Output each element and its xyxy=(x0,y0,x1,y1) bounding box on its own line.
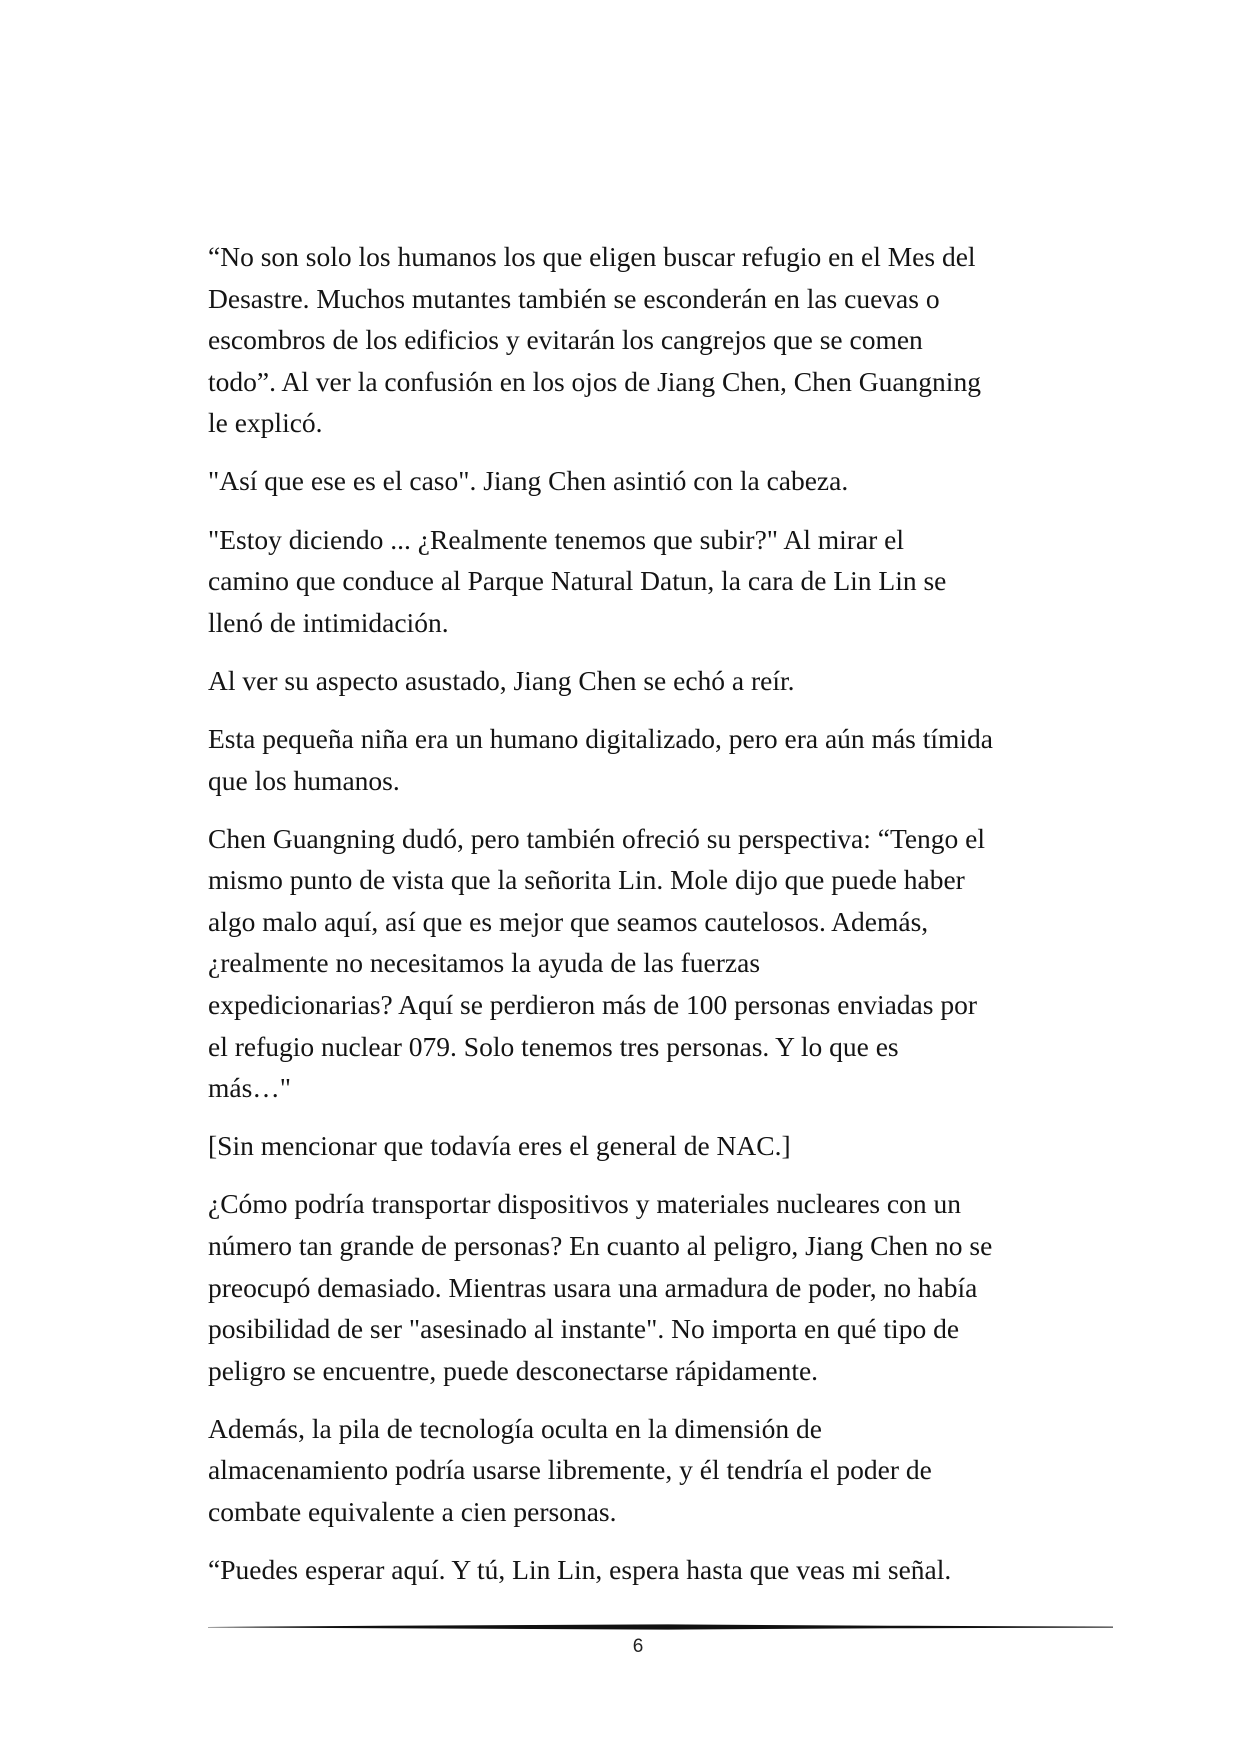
text-line: ¿Cómo podría transportar dispositivos y materiales nucleares con un xyxy=(208,1188,962,1220)
text-line: que los humanos. xyxy=(208,764,400,796)
text-line: el refugio nuclear 079. Solo tenemos tres personas. Y lo que es xyxy=(208,1030,899,1062)
paragraph xyxy=(208,818,1208,1109)
text-line: todo”. Al ver la confusión en los ojos de Jiang Chen, Chen Guangning xyxy=(208,365,981,397)
text-line: le explicó. xyxy=(208,407,323,439)
text-line: combate equivalente a cien personas. xyxy=(208,1496,617,1528)
text-line: “Puedes esperar aquí. Y tú, Lin Lin, espera hasta que veas mi señal. xyxy=(208,1554,952,1586)
paragraph xyxy=(208,236,1208,444)
text-line: algo malo aquí, así que es mejor que seamos cautelosos. Además, xyxy=(208,905,929,937)
text-line: preocupó demasiado. Mientras usara una armadura de poder, no había xyxy=(208,1271,978,1303)
text-line: almacenamiento podría usarse libremente, y él tendría el poder de xyxy=(208,1454,932,1486)
text-line: posibilidad de ser "asesinado al instante". No importa en qué tipo de xyxy=(208,1313,960,1345)
text-line: expedicionarias? Aquí se perdieron más de 100 personas enviadas por xyxy=(208,989,977,1020)
text-line: Desastre. Muchos mutantes también se esconderán en las cuevas o xyxy=(208,282,940,314)
footer-divider xyxy=(208,1621,1113,1633)
text-line: Al ver su aspecto asustado, Jiang Chen se echó a reír. xyxy=(208,664,795,696)
paragraph xyxy=(208,460,1208,502)
text-line: más…" xyxy=(208,1072,292,1104)
text-line: "Así que ese es el caso". Jiang Chen asintió con la cabeza. xyxy=(208,465,849,497)
text-line: Esta pequeña niña era un humano digitalizado, pero era aún más tímida xyxy=(208,722,993,754)
body-text xyxy=(208,236,1208,1607)
text-line: camino que conduce al Parque Natural Datun, la cara de Lin Lin se xyxy=(208,565,947,597)
paragraph xyxy=(208,718,1208,801)
paragraph xyxy=(208,660,1208,702)
text-line: número tan grande de personas? En cuanto al peligro, Jiang Chen no se xyxy=(208,1229,993,1261)
text-line: llenó de intimidación. xyxy=(208,606,449,638)
paragraph xyxy=(208,519,1208,644)
paragraph xyxy=(208,1183,1208,1391)
text-line: “No son solo los humanos los que eligen buscar refugio en el Mes del xyxy=(208,241,976,272)
text-line: "Estoy diciendo ... ¿Realmente tenemos que subir?" Al mirar el xyxy=(208,523,905,555)
text-line: mismo punto de vista que la señorita Lin. Mole dijo que puede haber xyxy=(208,864,965,896)
text-line: [Sin mencionar que todavía eres el general de NAC.] xyxy=(208,1130,791,1162)
paragraph xyxy=(208,1549,1208,1591)
text-line: Chen Guangning dudó, pero también ofreció su perspectiva: “Tengo el xyxy=(208,822,986,854)
page-number: 6 xyxy=(632,1636,644,1657)
paragraph xyxy=(208,1408,1208,1533)
paragraph xyxy=(208,1125,1208,1167)
text-line: escombros de los edificios y evitarán los cangrejos que se comen xyxy=(208,324,923,356)
text-line: Además, la pila de tecnología oculta en la dimensión de xyxy=(208,1412,822,1444)
text-line: ¿realmente no necesitamos la ayuda de las fuerzas xyxy=(208,947,761,979)
text-line: peligro se encuentre, puede desconectarse rápidamente. xyxy=(208,1354,819,1386)
